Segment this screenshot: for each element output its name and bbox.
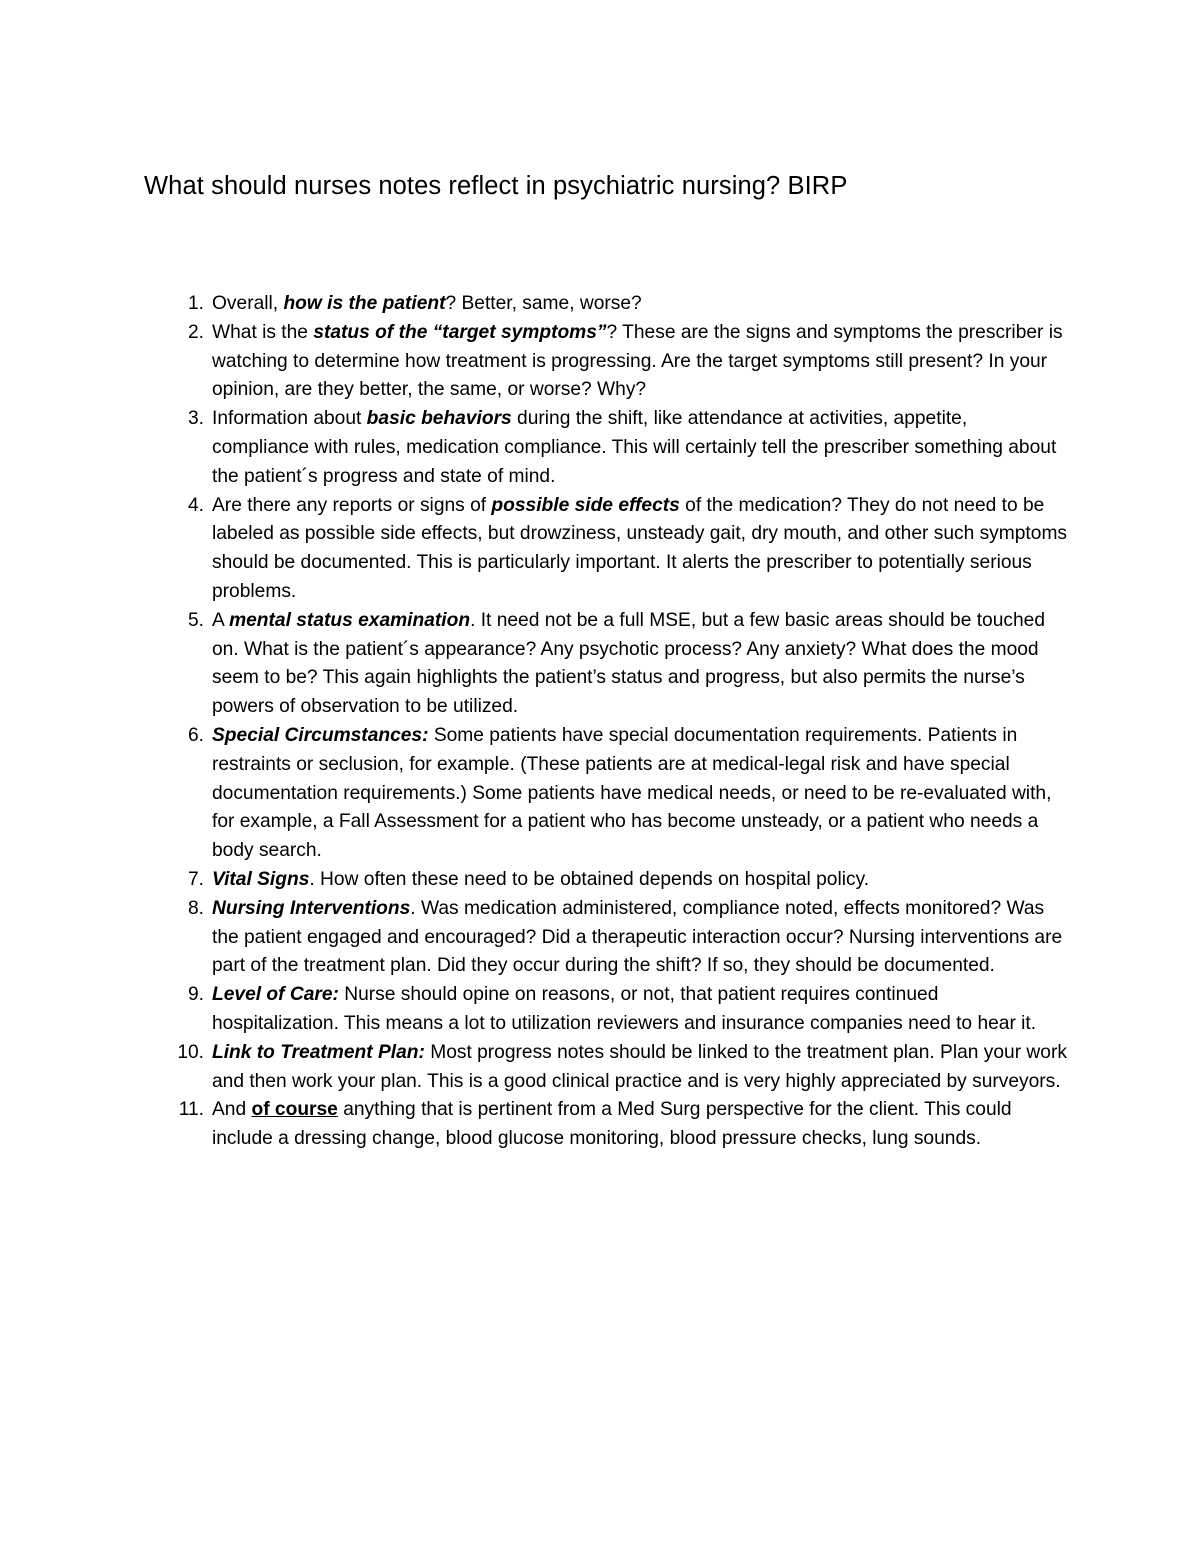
item-lead-text: What is the — [212, 321, 314, 343]
item-emphasis: mental status examination — [229, 609, 471, 631]
item-emphasis: how is the patient — [283, 293, 446, 314]
list-item — [168, 1039, 1068, 1097]
list-item — [168, 607, 1068, 722]
item-underlined-emphasis: of course — [251, 1099, 338, 1121]
list-item — [168, 405, 1068, 491]
list-number: 1. — [187, 293, 204, 314]
item-body-text: . How often these need to be obtained depends on hospital policy. — [309, 868, 870, 890]
item-emphasis: Vital Signs — [212, 868, 310, 890]
list-item — [168, 1096, 1068, 1154]
list-item — [168, 895, 1068, 981]
list-number: 4. — [187, 494, 204, 516]
list-number: 3. — [187, 408, 204, 430]
item-emphasis: Level of Care: — [212, 984, 339, 1006]
list-item — [168, 866, 1068, 895]
item-body-text: ? These are the signs and symptoms the prescriber is watching to determine how treatment is progressing. Are the target symptoms still present? In your opinion, are they better, the same, or worse? Why? — [212, 321, 1063, 401]
item-emphasis: basic behaviors — [366, 408, 512, 430]
item-lead-text: A — [212, 609, 230, 631]
item-emphasis: Link to Treatment Plan: — [212, 1041, 425, 1063]
list-number: 5. — [187, 609, 204, 631]
page-title: What should nurses notes reflect in psychiatric nursing? BIRP — [144, 172, 848, 200]
list-number: 8. — [187, 897, 204, 919]
list-number: 6. — [187, 724, 204, 746]
list-item — [168, 319, 1068, 405]
item-emphasis: status of the “target symptoms” — [313, 321, 607, 343]
item-body-text: . It need not be a full MSE, but a few basic areas should be touched on. What is the patient´s appearance? Any psychotic process? Any anxiety? What does the mood seem to be? This again highlights the patient’s status and progress, but also permits the nurse’s powers of observation to be utilized. — [212, 609, 1045, 718]
item-lead-text: Are there any reports or signs of — [212, 494, 492, 516]
item-emphasis: Special Circumstances: — [212, 724, 429, 746]
numbered-list — [168, 290, 1068, 1154]
item-body-text: of the medication? They do not need to be labeled as possible side effects, but drowziness, unsteady gait, dry mouth, and other such symptoms should be documented. This is particularly important. It alerts the prescriber to potentially serious problems. — [212, 494, 1068, 602]
item-emphasis: possible side effects — [491, 494, 680, 516]
list-number: 10. — [177, 1041, 204, 1063]
item-body-text: Nurse should opine on reasons, or not, that patient requires continued hospitalization. This means a lot to utilization reviewers and insurance companies need to hear it. — [212, 984, 1037, 1034]
item-body-text: during the shift, like attendance at activities, appetite, compliance with rules, medication compliance. This will certainly tell the prescriber something about the patient´s progress and state of mind. — [212, 408, 1057, 487]
list-item — [168, 290, 1068, 319]
list-number: 2. — [187, 321, 204, 343]
list-number: 9. — [187, 984, 204, 1006]
list-number: 7. — [187, 868, 204, 890]
item-lead-text: And — [212, 1099, 252, 1121]
item-lead-text: Information about — [212, 408, 367, 430]
item-body-text: ? Better, same, worse? — [445, 293, 642, 314]
item-emphasis: Nursing Interventions — [212, 897, 411, 919]
list-item — [168, 722, 1068, 866]
list-item — [168, 981, 1068, 1039]
list-number: 11. — [178, 1099, 204, 1121]
item-body-text: Some patients have special documentation requirements. Patients in restraints or seclusion, for example. (These patients are at medical-legal risk and have special documentation requirements.) Some patients have medical needs, or need to be re-evaluated with, for example, a Fall Assessment for a patient who has become unsteady, or a patient who needs a body search. — [212, 724, 1052, 862]
list-item — [168, 492, 1068, 607]
item-body-text: . Was medication administered, compliance noted, effects monitored? Was the patient engaged and encouraged? Did a therapeutic interaction occur? Nursing interventions are part of the treatment plan. Did they occur during the shift? If so, they should be documented. — [212, 897, 1063, 977]
item-lead-text: Overall, — [212, 293, 284, 314]
item-body-text: anything that is pertinent from a Med Surg perspective for the client. This could include a dressing change, blood glucose monitoring, blood pressure checks, lung sounds. — [212, 1099, 1012, 1150]
item-body-text: Most progress notes should be linked to the treatment plan. Plan your work and then work your plan. This is a good clinical practice and is very highly appreciated by surveyors. — [212, 1041, 1067, 1092]
